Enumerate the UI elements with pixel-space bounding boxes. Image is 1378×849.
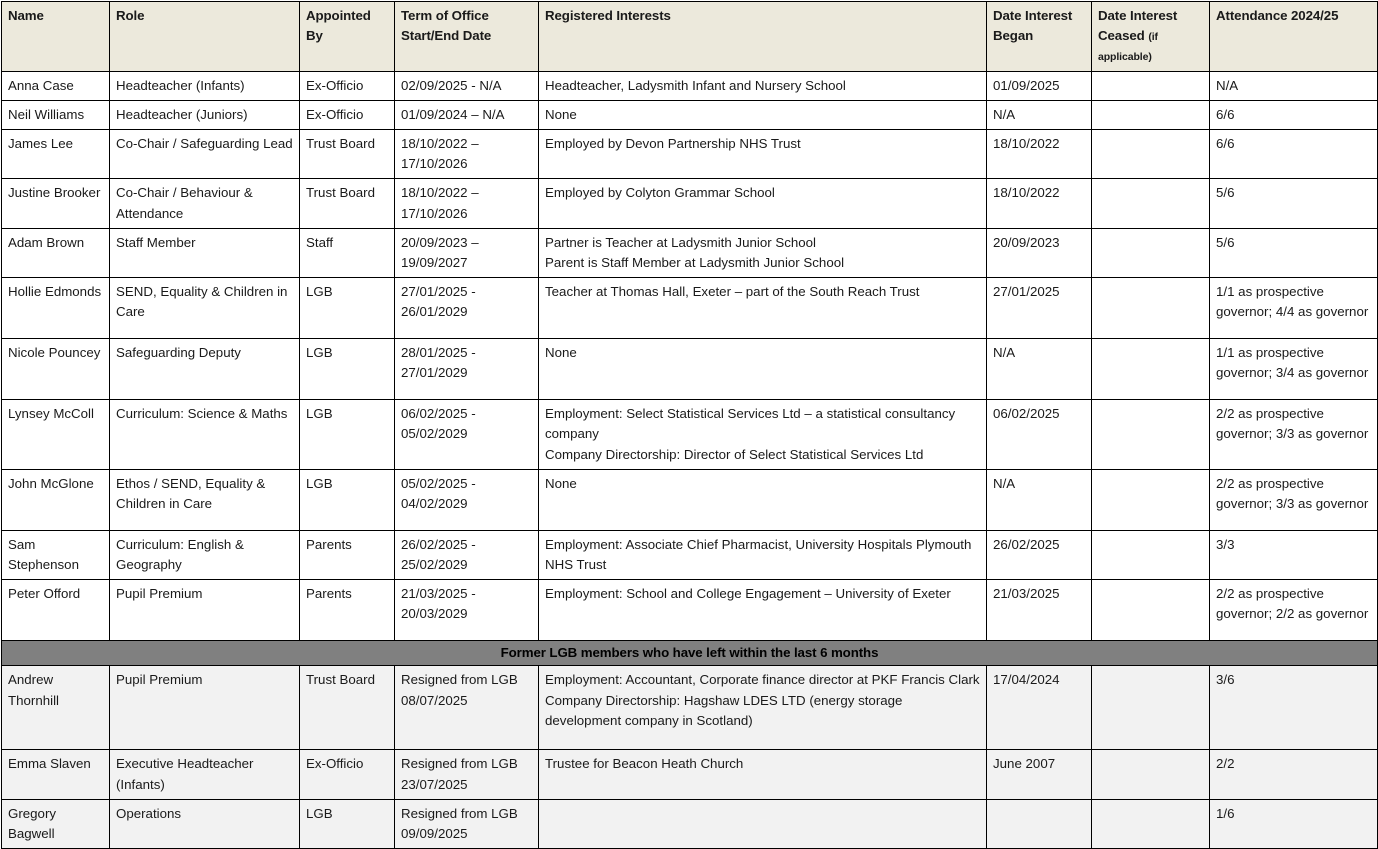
cell-line: 18/10/2022: [993, 185, 1060, 201]
table-row: [2, 580, 1378, 641]
cell-role: [110, 278, 300, 339]
cell-interests: [539, 179, 987, 228]
table-header: [2, 2, 1378, 72]
cell-term: [395, 530, 539, 579]
cell-empty: [1098, 535, 1203, 536]
table-row: [2, 278, 1378, 339]
cell-line: 1/1 as prospective governor; 3/4 as governor: [1216, 345, 1369, 381]
table-row: [2, 750, 1378, 799]
cell-ceased: [1092, 469, 1210, 530]
cell-line: LGB: [306, 345, 333, 361]
cell-appointed_by: [300, 580, 395, 641]
cell-term: [395, 278, 539, 339]
cell-role: [110, 400, 300, 470]
cell-interests: [539, 71, 987, 100]
cell-line: 01/09/2025: [993, 77, 1060, 93]
cell-began: [987, 400, 1092, 470]
cell-began: [987, 339, 1092, 400]
cell-line: Trustee for Beacon Heath Church: [545, 756, 744, 772]
cell-term: [395, 666, 539, 750]
cell-interests: [539, 278, 987, 339]
cell-term: [395, 750, 539, 799]
cell-empty: [1098, 105, 1203, 106]
cell-ceased: [1092, 179, 1210, 228]
cell-empty: [1098, 183, 1203, 184]
cell-line: 21/03/2025: [993, 586, 1060, 602]
cell-line: 27/01/2025 - 26/01/2029: [401, 284, 476, 320]
cell-name: [2, 339, 110, 400]
cell-line: Resigned from LGB 23/07/2025: [401, 756, 518, 792]
cell-line: Adam Brown: [8, 234, 85, 250]
cell-line: LGB: [306, 475, 333, 491]
cell-line: 06/02/2025 - 05/02/2029: [401, 406, 476, 442]
cell-attendance: [1210, 400, 1378, 470]
cell-name: [2, 278, 110, 339]
cell-line: SEND, Equality & Children in Care: [116, 284, 288, 320]
cell-began: [987, 71, 1092, 100]
column-header-ceased-main: Date Interest Ceased: [1098, 8, 1178, 44]
cell-name: [2, 100, 110, 129]
cell-began: [987, 666, 1092, 750]
cell-line: N/A: [993, 345, 1016, 361]
cell-appointed_by: [300, 530, 395, 579]
cell-line: Lynsey McColl: [8, 406, 94, 422]
cell-empty: [545, 804, 980, 805]
cell-appointed_by: [300, 799, 395, 848]
cell-line: Trust Board: [306, 672, 375, 688]
cell-attendance: [1210, 100, 1378, 129]
cell-line: Sam Stephenson: [8, 536, 79, 573]
cell-line: Parents: [306, 586, 352, 602]
cell-ceased: [1092, 100, 1210, 129]
cell-name: [2, 71, 110, 100]
cell-line: Anna Case: [8, 77, 74, 93]
cell-empty: [1098, 343, 1203, 344]
cell-appointed_by: [300, 469, 395, 530]
cell-began: [987, 469, 1092, 530]
table-row: [2, 469, 1378, 530]
cell-interests: [539, 100, 987, 129]
cell-began: [987, 750, 1092, 799]
cell-line: 1/6: [1216, 805, 1235, 821]
cell-line: Company Directorship: Director of Select Statistical Services Ltd: [545, 446, 924, 462]
cell-role: [110, 179, 300, 228]
cell-line: Safeguarding Deputy: [116, 345, 241, 361]
cell-attendance: [1210, 530, 1378, 579]
cell-line: Curriculum: Science & Maths: [116, 406, 288, 422]
cell-line: Emma Slaven: [8, 756, 91, 772]
cell-empty: [1098, 474, 1203, 475]
cell-line: 21/03/2025 - 20/03/2029: [401, 586, 476, 622]
cell-term: [395, 469, 539, 530]
cell-line: 3/6: [1216, 672, 1235, 688]
cell-term: [395, 580, 539, 641]
cell-appointed_by: [300, 71, 395, 100]
cell-empty: [1098, 404, 1203, 405]
cell-line: Employed by Colyton Grammar School: [545, 185, 775, 201]
cell-line: Employment: School and College Engagement – University of Exeter: [545, 586, 951, 602]
cell-appointed_by: [300, 179, 395, 228]
cell-began: [987, 580, 1092, 641]
cell-line: Pupil Premium: [116, 586, 203, 602]
cell-attendance: [1210, 130, 1378, 179]
cell-line: N/A: [993, 475, 1016, 491]
table-row: [2, 339, 1378, 400]
cell-line: N/A: [993, 106, 1016, 122]
cell-line: Resigned from LGB 09/09/2025: [401, 805, 518, 842]
table-row: [2, 100, 1378, 129]
column-header-registered-interests: Registered Interests: [539, 2, 987, 72]
cell-line: Headteacher, Ladysmith Infant and Nursery School: [545, 77, 846, 93]
cell-name: [2, 400, 110, 470]
column-header-appointed-by: Appointed By: [300, 2, 395, 72]
cell-line: Executive Headteacher (Infants): [116, 756, 254, 792]
cell-empty: [1098, 134, 1203, 135]
cell-line: 2/2 as prospective governor; 2/2 as governor: [1216, 586, 1369, 622]
cell-began: [987, 228, 1092, 277]
column-header-term-of-office: Term of Office Start/End Date: [395, 2, 539, 72]
cell-interests: [539, 750, 987, 799]
cell-attendance: [1210, 580, 1378, 641]
cell-empty: [1098, 584, 1203, 585]
cell-appointed_by: [300, 666, 395, 750]
cell-began: [987, 100, 1092, 129]
cell-empty: [993, 804, 1085, 805]
cell-line: Teacher at Thomas Hall, Exeter – part of the South Reach Trust: [545, 284, 920, 300]
cell-interests: [539, 130, 987, 179]
cell-line: 6/6: [1216, 106, 1235, 122]
cell-term: [395, 799, 539, 848]
cell-interests: [539, 799, 987, 848]
cell-role: [110, 799, 300, 848]
header-row: [2, 2, 1378, 72]
cell-role: [110, 750, 300, 799]
cell-line: Parents: [306, 536, 352, 552]
cell-line: 01/09/2024 – N/A: [401, 106, 505, 122]
cell-attendance: [1210, 228, 1378, 277]
cell-ceased: [1092, 71, 1210, 100]
table-row: [2, 530, 1378, 579]
cell-ceased: [1092, 339, 1210, 400]
cell-line: Trust Board: [306, 185, 375, 201]
cell-line: 1/1 as prospective governor; 4/4 as governor: [1216, 284, 1369, 320]
cell-line: LGB: [306, 284, 333, 300]
cell-ceased: [1092, 666, 1210, 750]
cell-appointed_by: [300, 228, 395, 277]
cell-interests: [539, 469, 987, 530]
cell-line: Headteacher (Infants): [116, 77, 245, 93]
cell-term: [395, 130, 539, 179]
cell-interests: [539, 530, 987, 579]
cell-term: [395, 339, 539, 400]
cell-line: 02/09/2025 - N/A: [401, 77, 502, 93]
cell-line: Staff Member: [116, 234, 196, 250]
cell-ceased: [1092, 130, 1210, 179]
cell-line: Curriculum: English & Geography: [116, 536, 244, 573]
cell-name: [2, 530, 110, 579]
cell-ceased: [1092, 750, 1210, 799]
cell-line: 18/10/2022 – 17/10/2026: [401, 136, 479, 172]
cell-term: [395, 179, 539, 228]
cell-line: Justine Brooker: [8, 185, 101, 201]
cell-role: [110, 71, 300, 100]
cell-ceased: [1092, 278, 1210, 339]
cell-line: None: [545, 106, 577, 122]
cell-began: [987, 530, 1092, 579]
cell-line: 2/2 as prospective governor; 3/3 as governor: [1216, 475, 1369, 512]
cell-ceased: [1092, 228, 1210, 277]
cell-began: [987, 179, 1092, 228]
cell-ceased: [1092, 799, 1210, 848]
cell-name: [2, 750, 110, 799]
cell-line: John McGlone: [8, 475, 94, 491]
cell-term: [395, 100, 539, 129]
cell-role: [110, 228, 300, 277]
cell-attendance: [1210, 179, 1378, 228]
cell-line: Neil Williams: [8, 106, 85, 122]
cell-line: LGB: [306, 805, 333, 821]
cell-name: [2, 580, 110, 641]
cell-line: James Lee: [8, 136, 74, 152]
cell-line: Nicole Pouncey: [8, 345, 101, 361]
cell-appointed_by: [300, 400, 395, 470]
cell-began: [987, 799, 1092, 848]
cell-line: June 2007: [993, 756, 1056, 772]
column-header-attendance: Attendance 2024/25: [1210, 2, 1378, 72]
cell-name: [2, 469, 110, 530]
cell-interests: [539, 580, 987, 641]
cell-line: Co-Chair / Behaviour & Attendance: [116, 185, 253, 221]
table-row: [2, 130, 1378, 179]
cell-line: Employed by Devon Partnership NHS Trust: [545, 136, 801, 152]
table-row: [2, 666, 1378, 750]
cell-line: Ex-Officio: [306, 106, 364, 122]
cell-interests: [539, 666, 987, 750]
cell-appointed_by: [300, 750, 395, 799]
cell-began: [987, 278, 1092, 339]
cell-ceased: [1092, 580, 1210, 641]
cell-term: [395, 71, 539, 100]
cell-line: Gregory Bagwell: [8, 805, 57, 842]
cell-empty: [1098, 76, 1203, 77]
cell-line: 2/2: [1216, 756, 1235, 772]
cell-line: 2/2 as prospective governor; 3/3 as governor: [1216, 406, 1369, 442]
cell-name: [2, 130, 110, 179]
cell-attendance: [1210, 666, 1378, 750]
column-header-date-interest-began: Date Interest Began: [987, 2, 1092, 72]
cell-role: [110, 130, 300, 179]
cell-line: Headteacher (Juniors): [116, 106, 248, 122]
governors-register-table: [1, 1, 1378, 849]
cell-line: Company Directorship: Hagshaw LDES LTD (energy storage development company in Scotland): [545, 692, 903, 728]
cell-line: Andrew Thornhill: [8, 672, 59, 708]
cell-ceased: [1092, 400, 1210, 470]
cell-empty: [1098, 754, 1203, 755]
cell-line: Resigned from LGB 08/07/2025: [401, 672, 518, 708]
cell-role: [110, 580, 300, 641]
cell-line: 26/02/2025 - 25/02/2029: [401, 536, 476, 573]
table-body: [2, 71, 1378, 849]
cell-line: Ethos / SEND, Equality & Children in Care: [116, 475, 266, 512]
cell-line: Co-Chair / Safeguarding Lead: [116, 136, 293, 152]
cell-empty: [1098, 670, 1203, 671]
cell-role: [110, 100, 300, 129]
cell-attendance: [1210, 339, 1378, 400]
cell-role: [110, 339, 300, 400]
cell-line: None: [545, 345, 577, 361]
cell-line: Pupil Premium: [116, 672, 203, 688]
cell-line: 05/02/2025 - 04/02/2029: [401, 475, 476, 512]
column-header-ceased-note: (if applicable): [1098, 31, 1158, 64]
cell-began: [987, 130, 1092, 179]
cell-empty: [1098, 804, 1203, 805]
cell-empty: [1098, 282, 1203, 283]
cell-appointed_by: [300, 100, 395, 129]
cell-line: Parent is Staff Member at Ladysmith Junior School: [545, 255, 845, 271]
cell-term: [395, 400, 539, 470]
cell-term: [395, 228, 539, 277]
cell-attendance: [1210, 799, 1378, 848]
cell-line: Operations: [116, 805, 182, 821]
cell-attendance: [1210, 750, 1378, 799]
cell-line: N/A: [1216, 77, 1239, 93]
cell-line: 20/09/2023 – 19/09/2027: [401, 234, 479, 271]
table-row: [2, 179, 1378, 228]
table-row: [2, 799, 1378, 848]
cell-attendance: [1210, 71, 1378, 100]
cell-appointed_by: [300, 339, 395, 400]
cell-attendance: [1210, 278, 1378, 339]
cell-line: Partner is Teacher at Ladysmith Junior School: [545, 234, 817, 250]
cell-line: 17/04/2024: [993, 672, 1060, 688]
cell-line: Trust Board: [306, 136, 375, 152]
cell-name: [2, 179, 110, 228]
section-divider-row: [2, 641, 1378, 666]
cell-line: 5/6: [1216, 185, 1235, 201]
cell-line: Ex-Officio: [306, 77, 364, 93]
cell-line: 27/01/2025: [993, 284, 1060, 300]
cell-line: 18/10/2022: [993, 136, 1060, 152]
cell-name: [2, 666, 110, 750]
cell-role: [110, 469, 300, 530]
column-header-date-interest-ceased: [1092, 2, 1210, 72]
cell-role: [110, 530, 300, 579]
cell-line: 06/02/2025: [993, 406, 1060, 422]
cell-line: 5/6: [1216, 234, 1235, 250]
cell-line: 6/6: [1216, 136, 1235, 152]
cell-line: Ex-Officio: [306, 756, 364, 772]
cell-interests: [539, 228, 987, 277]
cell-role: [110, 666, 300, 750]
section-divider-label: Former LGB members who have left within the last 6 months: [2, 641, 1378, 666]
cell-line: 3/3: [1216, 536, 1235, 552]
column-header-name: Name: [2, 2, 110, 72]
cell-name: [2, 799, 110, 848]
cell-line: None: [545, 475, 577, 491]
cell-line: Employment: Associate Chief Pharmacist, University Hospitals Plymouth NHS Trust: [545, 536, 972, 573]
cell-line: Hollie Edmonds: [8, 284, 102, 300]
cell-empty: [1098, 233, 1203, 234]
table-row: [2, 71, 1378, 100]
cell-interests: [539, 339, 987, 400]
cell-line: 26/02/2025: [993, 536, 1060, 552]
table-row: [2, 400, 1378, 470]
table-row: [2, 228, 1378, 277]
cell-line: 28/01/2025 - 27/01/2029: [401, 345, 476, 381]
cell-line: 18/10/2022 – 17/10/2026: [401, 185, 479, 221]
cell-appointed_by: [300, 130, 395, 179]
cell-line: Staff: [306, 234, 334, 250]
cell-line: Employment: Accountant, Corporate finance director at PKF Francis Clark: [545, 672, 980, 688]
cell-appointed_by: [300, 278, 395, 339]
cell-attendance: [1210, 469, 1378, 530]
cell-name: [2, 228, 110, 277]
cell-interests: [539, 400, 987, 470]
cell-line: LGB: [306, 406, 333, 422]
cell-line: Peter Offord: [8, 586, 81, 602]
cell-ceased: [1092, 530, 1210, 579]
cell-line: 20/09/2023: [993, 234, 1060, 250]
column-header-role: Role: [110, 2, 300, 72]
cell-line: Employment: Select Statistical Services Ltd – a statistical consultancy company: [545, 406, 956, 442]
